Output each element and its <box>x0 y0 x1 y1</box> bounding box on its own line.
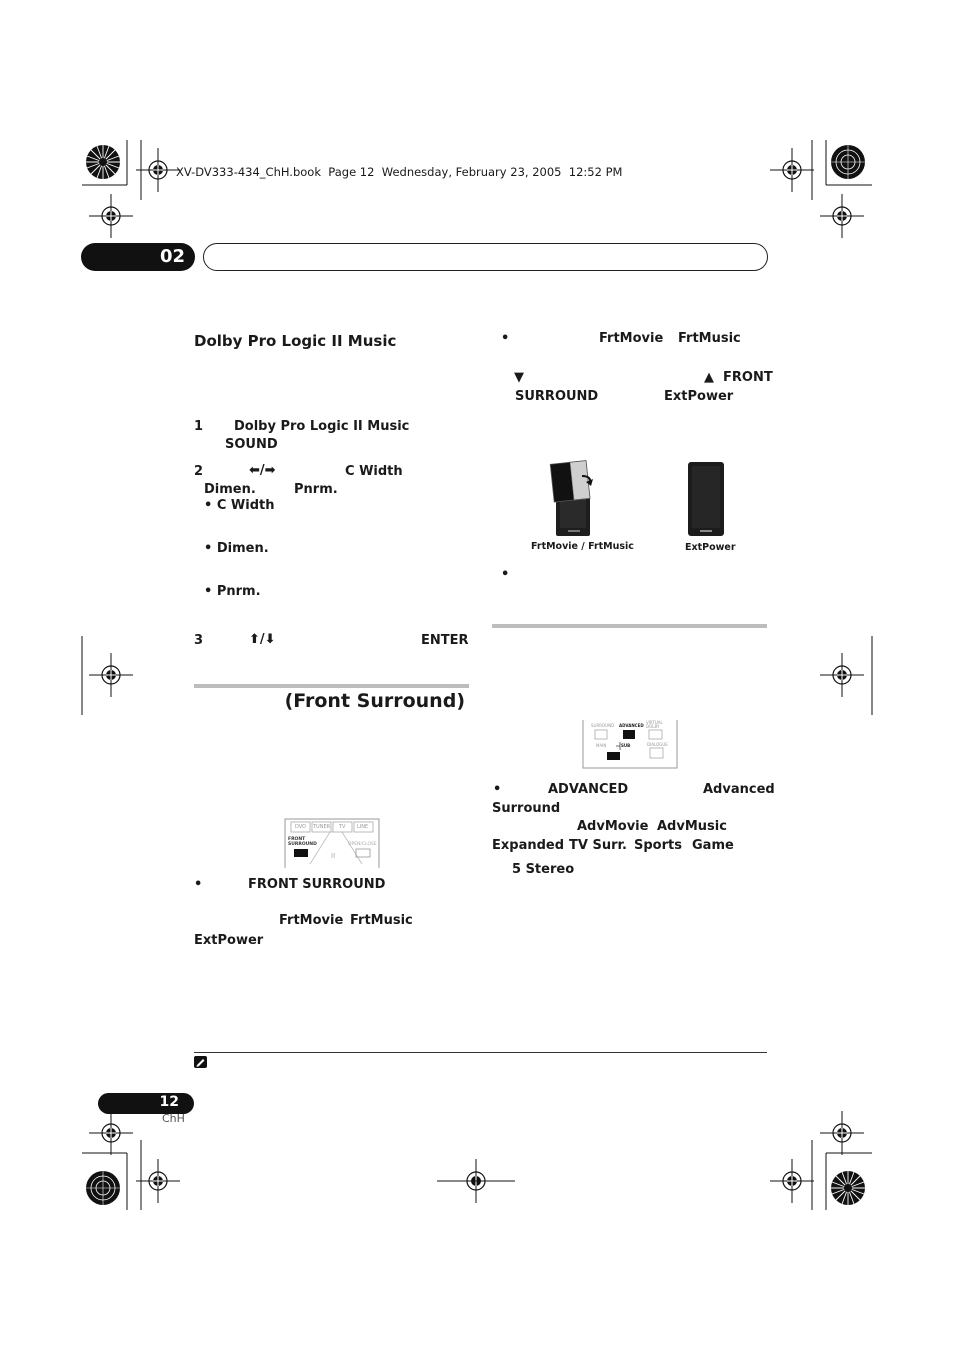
tab-line: LINE <box>357 824 369 830</box>
bullet-cwidth <box>204 498 274 513</box>
right-frtmovie: FrtMovie <box>599 331 664 346</box>
remote-front-surround-illustration <box>284 818 380 868</box>
svg-text:II: II <box>331 852 336 860</box>
right-bullet-2: • <box>501 567 510 582</box>
chapter-badge <box>81 243 195 271</box>
section-rule-left <box>194 684 469 688</box>
label-advanced: ADVANCED <box>619 723 644 728</box>
bullet-dimen <box>204 541 269 556</box>
speaker-caption-frtmovie: FrtMovie / FrtMusic <box>531 541 634 552</box>
label-main: MAIN <box>596 743 607 748</box>
up-arrow: ▲ <box>704 370 714 385</box>
tab-dvd: DVD <box>295 824 307 830</box>
bullet-label: C Width <box>216 498 275 513</box>
chapter-number: 02 <box>159 246 185 267</box>
front-surround-heading: (Front Surround) <box>284 690 465 712</box>
mode-sports: Sports <box>634 838 682 853</box>
language-code: ChH <box>162 1112 185 1125</box>
mode-expanded: Expanded <box>492 838 565 853</box>
step-2-number: 2 <box>194 464 204 479</box>
bullet-mark: • <box>204 541 213 556</box>
bullet-mark: • <box>501 331 510 346</box>
down-arrow: ▼ <box>514 370 524 385</box>
bullet-mark: • <box>204 584 213 599</box>
label-surround: SURROUND <box>591 723 615 728</box>
step-3-arrows: ⬆/⬇ <box>249 632 276 647</box>
right-front: FRONT <box>723 370 773 385</box>
front-surround-keyword: FRONT SURROUND <box>248 877 386 892</box>
speaker-extpower-illustration <box>686 460 728 538</box>
label-dialogue: DIALOGUE <box>647 742 668 747</box>
bullet-mark: • <box>194 877 203 892</box>
bullet-label: Pnrm. <box>216 584 261 599</box>
speaker-caption-extpower: ExtPower <box>685 542 736 553</box>
chapter-title-frame <box>203 243 768 271</box>
right-bullet-1 <box>501 331 509 346</box>
mode-advmusic: AdvMusic <box>657 819 727 834</box>
step-1-sound: SOUND <box>225 437 278 452</box>
adv-surround: Surround <box>492 801 561 816</box>
adv-advanced: Advanced <box>703 782 775 797</box>
adv-keyword: ADVANCED <box>548 782 629 797</box>
mode-frtmusic: FrtMusic <box>350 913 413 928</box>
footnote-rule <box>194 1052 767 1053</box>
mode-tvsurr: TV Surr. <box>569 838 627 853</box>
step-2-dimen: Dimen. <box>204 482 256 497</box>
front-surround-button-label: FRONT SURROUND <box>288 837 317 847</box>
mode-game: Game <box>692 838 734 853</box>
book-header-line: XV-DV333-434_ChH.book Page 12 Wednesday, February 23, 2005 12:52 PM <box>176 165 623 179</box>
bullet-mark: • <box>204 498 213 513</box>
tab-tv: TV <box>339 824 346 830</box>
step-1-number: 1 <box>194 419 204 434</box>
open-close-label: OPEN/CLOSE <box>348 842 377 847</box>
right-surround: SURROUND <box>515 389 599 404</box>
step-3-enter: ENTER <box>421 633 469 648</box>
mode-advmovie: AdvMovie <box>577 819 649 834</box>
step-1-keyword: Dolby Pro Logic II Music <box>234 419 410 434</box>
page-number: 12 <box>159 1094 179 1110</box>
tab-tuner: TUNER <box>313 824 331 830</box>
note-icon <box>194 1056 207 1068</box>
speaker-frtmovie-illustration <box>548 458 598 538</box>
page-number-badge <box>98 1093 194 1114</box>
adv-bullet-mark: • <box>493 782 502 797</box>
step-2-arrows: ⬅/➡ <box>249 463 276 478</box>
bullet-front-surround <box>194 877 202 892</box>
mode-frtmovie: FrtMovie <box>279 913 344 928</box>
label-virtual: VIRTUAL DOLBY <box>646 720 663 729</box>
step-3-number: 3 <box>194 633 204 648</box>
step-2-cwidth: C Width <box>345 464 403 479</box>
mode-5stereo: 5 Stereo <box>512 862 575 877</box>
step-2-pnrm: Pnrm. <box>294 482 338 497</box>
section-title: Dolby Pro Logic II Music <box>194 332 397 350</box>
right-frtmusic: FrtMusic <box>678 331 741 346</box>
bullet-pnrm <box>204 584 261 599</box>
remote-advanced-illustration <box>582 720 678 770</box>
bullet-label: Dimen. <box>216 541 269 556</box>
label-sub: SUB <box>621 743 631 748</box>
section-rule-right <box>492 624 767 628</box>
right-extpower: ExtPower <box>664 389 734 404</box>
mode-extpower: ExtPower <box>194 933 264 948</box>
